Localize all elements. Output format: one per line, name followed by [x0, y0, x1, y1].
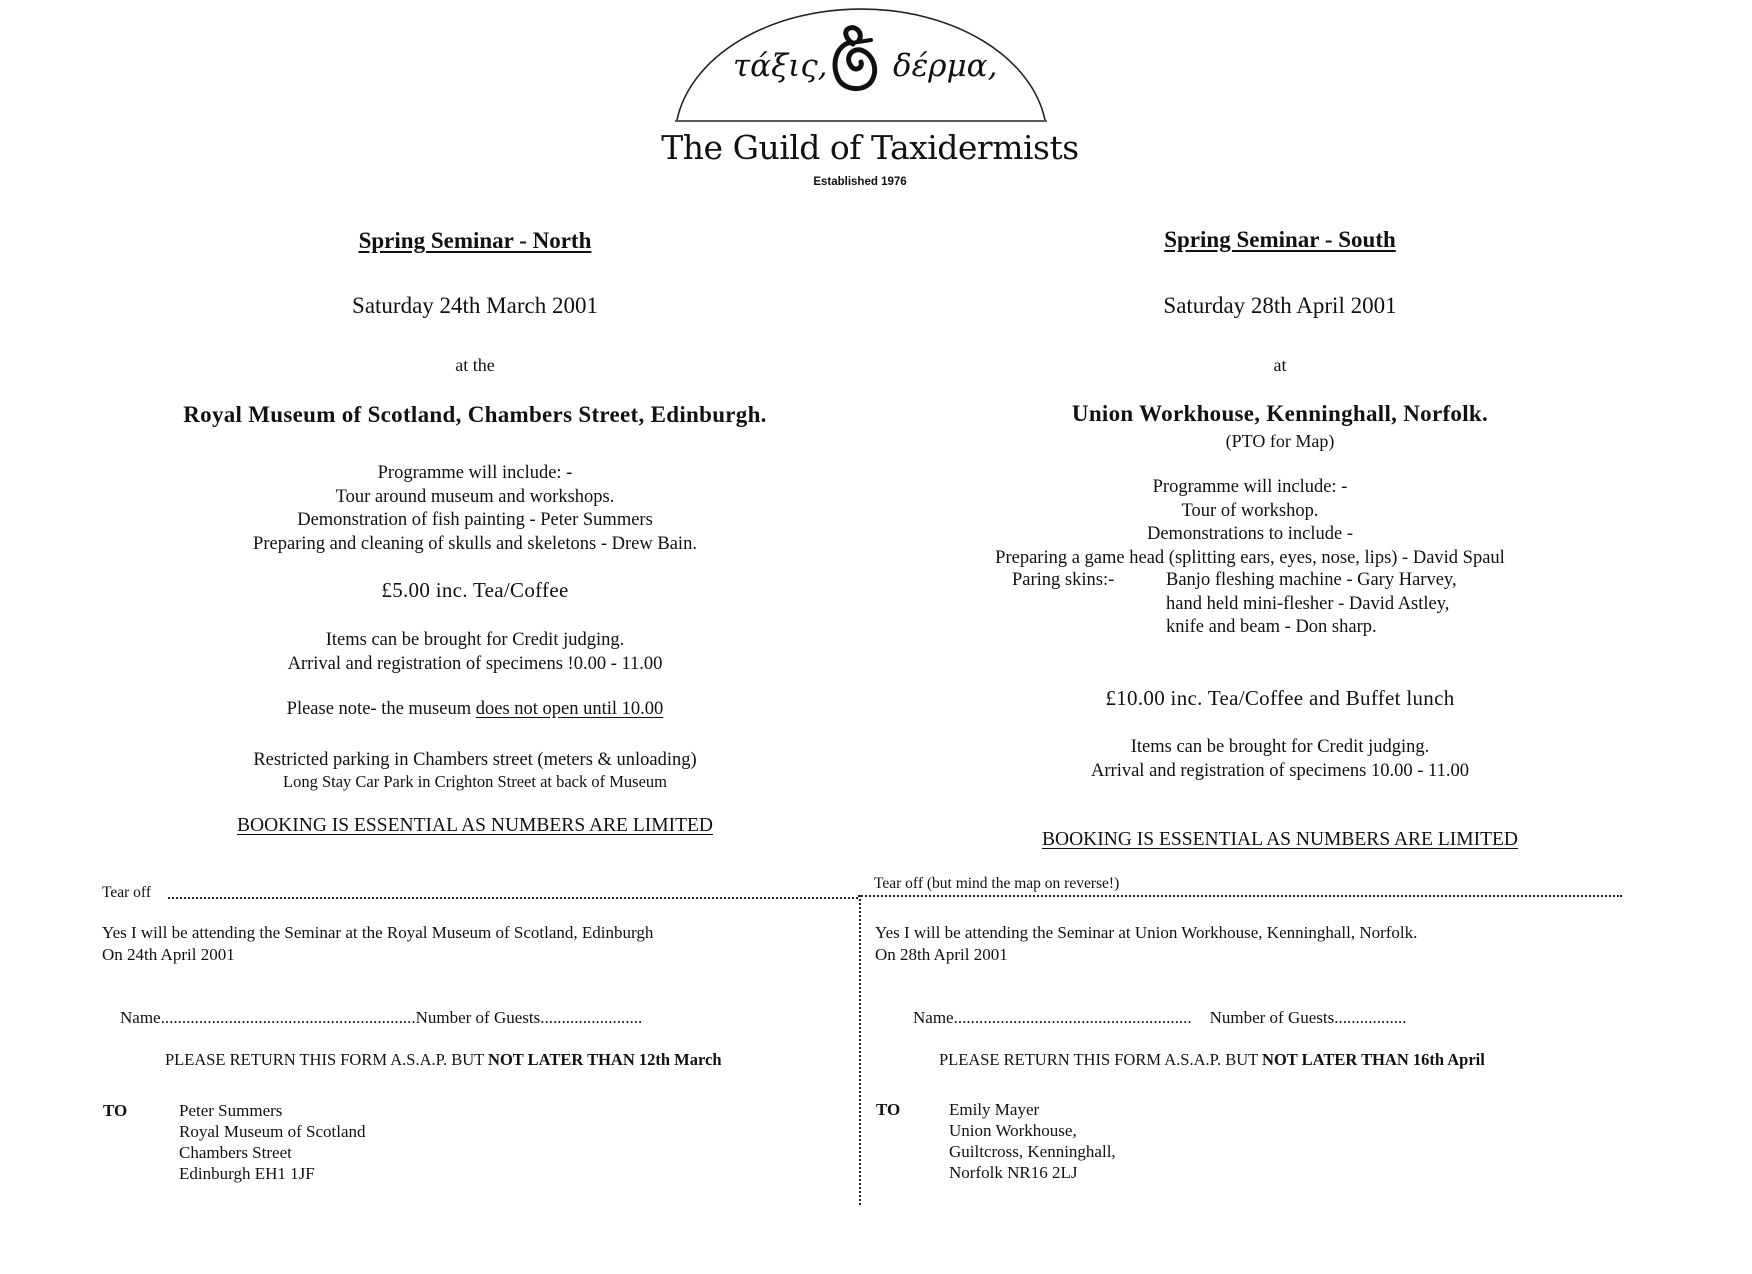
south-venue: Union Workhouse, Kenninghall, Norfolk.	[1071, 401, 1489, 426]
name-label: Name	[913, 1008, 954, 1027]
vertical-tear-line	[859, 895, 861, 1205]
guests-field[interactable]: .................	[1334, 1008, 1407, 1027]
guild-emblem-icon	[835, 28, 875, 89]
north-car-park: Long Stay Car Park in Crighton Street at back of Museum	[282, 772, 668, 791]
programme-line: Preparing and cleaning of skulls and skeletons - Drew Bain.	[253, 533, 697, 554]
org-name: The Guild of Taxidermists	[661, 128, 1079, 167]
paring-item: hand held mini-flesher - David Astley,	[1166, 593, 1450, 614]
name-field[interactable]: ........................................................	[953, 1008, 1192, 1027]
greek-motto-left: τάξις,	[733, 48, 828, 84]
programme-line: Programme will include: -	[1152, 477, 1348, 497]
note-underlined: does not open until 10.00	[475, 699, 664, 719]
south-at: at	[1273, 355, 1287, 375]
credit-line: Arrival and registration of specimens 10.00 - 11.00	[1091, 760, 1469, 781]
guild-logo	[675, 4, 1047, 204]
south-credit	[935, 736, 1625, 783]
established-note: Established 1976	[813, 176, 907, 188]
guests-label: Number of Guests	[1209, 1008, 1335, 1027]
programme-line: Demonstrations to include -	[1146, 524, 1354, 544]
address-line: Union Workhouse,	[949, 1121, 1077, 1140]
south-tear-line	[858, 895, 1622, 897]
address-line: Royal Museum of Scotland	[179, 1122, 366, 1141]
north-attend-text: Yes I will be attending the Seminar at the Royal Museum of Scotland, Edinburgh On 24th April 2001	[102, 923, 654, 964]
programme-line: Tour of workshop.	[1181, 500, 1319, 521]
greek-motto-right: δέρμα,	[893, 48, 998, 84]
south-date: Saturday 28th April 2001	[1163, 293, 1397, 318]
north-tear-label: Tear off	[102, 884, 151, 901]
north-programme	[130, 462, 820, 556]
south-return-note: PLEASE RETURN THIS FORM A.S.A.P. BUT NOT LATER THAN 16th April	[939, 1050, 1485, 1069]
programme-line: Programme will include: -	[377, 463, 573, 483]
north-at: at the	[455, 355, 495, 375]
south-programme	[880, 476, 1620, 570]
north-price: £5.00 inc. Tea/Coffee	[381, 578, 569, 602]
north-booking: BOOKING IS ESSENTIAL AS NUMBERS ARE LIMITED	[237, 815, 713, 836]
address-line: Norfolk NR16 2LJ	[949, 1163, 1078, 1182]
credit-line: Items can be brought for Credit judging.	[325, 630, 625, 650]
address-line: Chambers Street	[179, 1143, 292, 1162]
north-venue: Royal Museum of Scotland, Chambers Street, Edinburgh.	[183, 402, 767, 427]
address-line: Peter Summers	[179, 1101, 283, 1120]
address-line: Edinburgh EH1 1JF	[179, 1164, 315, 1183]
north-tear-line	[168, 897, 858, 899]
credit-line: Arrival and registration of specimens !0.00 - 11.00	[287, 653, 663, 674]
paring-item: Banjo fleshing machine - Gary Harvey,	[1166, 570, 1457, 590]
south-tear-label: Tear off (but mind the map on reverse!)	[874, 875, 1120, 892]
paring-label: Paring skins:-	[1012, 570, 1115, 590]
programme-line: Demonstration of fish painting - Peter Summers	[297, 510, 653, 530]
north-date: Saturday 24th March 2001	[352, 293, 598, 318]
north-title: Spring Seminar - North	[358, 228, 592, 253]
north-return-note: PLEASE RETURN THIS FORM A.S.A.P. BUT NOT LATER THAN 12th March	[165, 1050, 722, 1069]
guests-field[interactable]: ........................	[540, 1008, 643, 1027]
south-booking: BOOKING IS ESSENTIAL AS NUMBERS ARE LIMITED	[1042, 829, 1518, 850]
programme-line: Tour around museum and workshops.	[335, 486, 615, 507]
south-price: £10.00 inc. Tea/Coffee and Buffet lunch	[1105, 686, 1455, 710]
name-label: Name	[120, 1008, 161, 1027]
name-field[interactable]: ............................................................	[160, 1008, 416, 1027]
programme-line: Preparing a game head (splitting ears, eyes, nose, lips) - David Spaul	[995, 547, 1505, 568]
south-title: Spring Seminar - South	[1164, 227, 1396, 252]
south-attend-text: Yes I will be attending the Seminar at Union Workhouse, Kenninghall, Norfolk. On 28th April 2001	[875, 923, 1418, 964]
south-to-label: TO	[876, 1100, 901, 1119]
paring-item: knife and beam - Don sharp.	[1166, 617, 1377, 637]
south-fill-row	[913, 1008, 1407, 1028]
credit-line: Items can be brought for Credit judging.	[1130, 737, 1430, 757]
north-note	[130, 698, 820, 722]
address-line: Emily Mayer	[949, 1100, 1040, 1119]
south-pto: (PTO for Map)	[1225, 431, 1335, 451]
north-credit	[130, 629, 820, 676]
south-address	[949, 1099, 1116, 1183]
north-address	[179, 1100, 366, 1184]
north-fill-row	[120, 1008, 642, 1028]
paring-list	[1166, 569, 1457, 640]
note-text: Please note- the museum	[286, 699, 476, 719]
guests-label: Number of Guests	[415, 1008, 541, 1027]
address-line: Guiltcross, Kenninghall,	[949, 1142, 1116, 1161]
north-parking: Restricted parking in Chambers street (meters & unloading)	[253, 750, 697, 770]
north-to-label: TO	[103, 1101, 128, 1120]
